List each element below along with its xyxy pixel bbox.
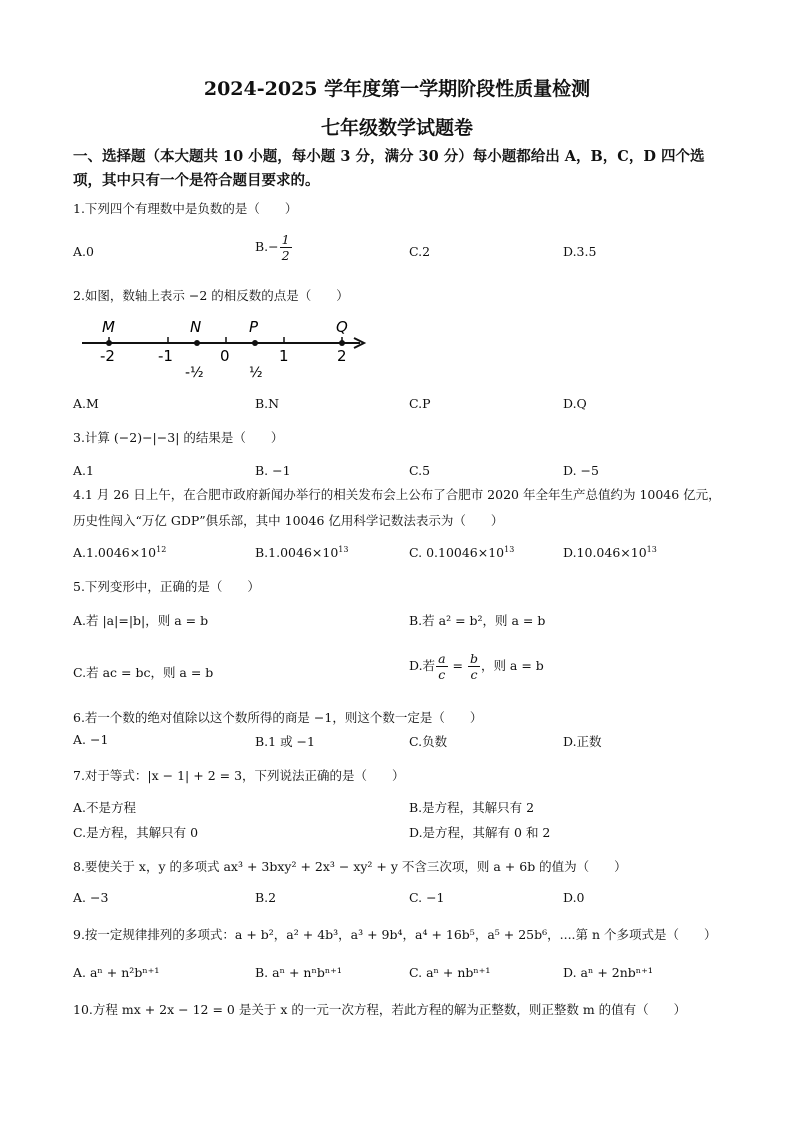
q5-option-a: A.若 |a|=|b|，则 a = b bbox=[73, 613, 209, 628]
q6-option-d: D.正数 bbox=[563, 734, 602, 749]
point-label-n: N bbox=[190, 318, 202, 336]
q5-option-c: C.若 ac = bc，则 a = b bbox=[73, 665, 214, 680]
q6-option-b: B.1 或 −1 bbox=[255, 734, 315, 749]
question-1-stem: 1.下列四个有理数中是负数的是（ ） bbox=[73, 201, 298, 216]
q9-option-c: C. aⁿ + nbⁿ⁺¹ bbox=[409, 965, 491, 980]
section-heading: 一、选择题（本大题共 10 小题，每小题 3 分，满分 30 分）每小题都给出 A，B，C，D 四个选项，其中只有一个是符合题目要求的。 bbox=[73, 148, 705, 189]
q6-option-c: C.负数 bbox=[409, 734, 448, 749]
q7-option-d: D.是方程，其解有 0 和 2 bbox=[409, 825, 551, 840]
tick-label-2: 2 bbox=[337, 347, 347, 365]
question-4-stem: 4.1 月 26 日上午，在合肥市政府新闻办举行的相关发布会上公布了合肥市 2020 年全年生产总值约为 10046 亿元，历史性闯入“万亿 GDP”俱乐部，其中 10046 亿用科学记数法表示为（ ） bbox=[73, 487, 721, 528]
q3-option-b: B. −1 bbox=[255, 463, 291, 478]
q8-option-b: B.2 bbox=[255, 890, 277, 905]
question-7-stem: 7.对于等式：|x − 1| + 2 = 3，下列说法正确的是（ ） bbox=[73, 768, 405, 783]
point-label-q: Q bbox=[336, 318, 348, 336]
point-label-p: P bbox=[249, 318, 259, 336]
q9-option-b: B. aⁿ + nⁿbⁿ⁺¹ bbox=[255, 965, 342, 980]
q1-option-d: D.3.5 bbox=[563, 244, 597, 259]
q7-option-a: A.不是方程 bbox=[73, 800, 137, 815]
question-2-stem: 2.如图，数轴上表示 −2 的相反数的点是（ ） bbox=[73, 288, 349, 303]
q8-option-d: D.0 bbox=[563, 890, 585, 905]
tick-label-half: ½ bbox=[249, 365, 263, 381]
point-p-dot bbox=[252, 340, 258, 346]
question-9-stem: 9.按一定规律排列的多项式：a + b²，a² + 4b³，a³ + 9b⁴，a⁴ + 16b⁵，a⁵ + 25b⁶，....第 n 个多项式是（ ） bbox=[73, 927, 717, 942]
q8-option-c: C. −1 bbox=[409, 890, 445, 905]
q5-d-fraction-left: $\frac{a}{c}$ bbox=[438, 651, 446, 682]
exam-title: 2024-2025 学年度第一学期阶段性质量检测 bbox=[203, 78, 591, 100]
q5-option-b: B.若 a² = b²，则 a = b bbox=[409, 613, 546, 628]
q1-b-fraction: $\frac{1}{2}$ bbox=[281, 232, 290, 263]
q3-option-c: C.5 bbox=[409, 463, 431, 478]
number-line-figure bbox=[78, 315, 378, 385]
q3-option-a: A.1 bbox=[73, 463, 94, 478]
point-n-dot bbox=[194, 340, 200, 346]
q7-option-c: C.是方程，其解只有 0 bbox=[73, 825, 199, 840]
question-10-stem: 10.方程 mx + 2x − 12 = 0 是关于 x 的一元一次方程，若此方程的解为正整数，则正整数 m 的值有（ ） bbox=[73, 1002, 687, 1017]
tick-label-1: 1 bbox=[279, 347, 289, 365]
q9-option-a: A. aⁿ + n²bⁿ⁺¹ bbox=[73, 965, 160, 980]
q4-option-b: $B.1.0046\times 10^{13}$ bbox=[255, 545, 349, 561]
q2-option-a: A.M bbox=[73, 396, 99, 411]
point-m-dot bbox=[106, 340, 112, 346]
q9-option-d: D. aⁿ + 2nbⁿ⁺¹ bbox=[563, 965, 653, 980]
tick-label-0: 0 bbox=[220, 347, 230, 365]
point-label-m: M bbox=[102, 318, 115, 336]
q4-option-d: $D.10.046\times 10^{13}$ bbox=[563, 545, 657, 561]
q5-option-d: D.若 $\frac{a}{c}$ = $\frac{b}{c}$ ，则 a = b bbox=[409, 651, 544, 682]
question-3-stem: 3.计算 (−2)−|−3| 的结果是（ ） bbox=[73, 430, 284, 445]
tick-label-neg-half: -½ bbox=[185, 365, 204, 381]
point-q-dot bbox=[339, 340, 345, 346]
q2-option-c: C.P bbox=[409, 396, 431, 411]
q2-option-b: B.N bbox=[255, 396, 280, 411]
q6-option-a: A. −1 bbox=[73, 732, 109, 747]
q8-option-a: A. −3 bbox=[73, 890, 109, 905]
q1-option-c: C.2 bbox=[409, 244, 431, 259]
q3-option-d: D. −5 bbox=[563, 463, 599, 478]
tick-label-neg1: -1 bbox=[158, 347, 173, 365]
q1-option-a: A.0 bbox=[73, 244, 94, 259]
q5-d-fraction-right: $\frac{b}{c}$ bbox=[469, 651, 478, 682]
q7-option-b: B.是方程，其解只有 2 bbox=[409, 800, 535, 815]
exam-subtitle: 七年级数学试题卷 bbox=[320, 117, 473, 139]
question-5-stem: 5.下列变形中，正确的是（ ） bbox=[73, 579, 260, 594]
q2-option-d: D.Q bbox=[563, 396, 587, 411]
q1-option-b: B.− $\frac{1}{2}$ bbox=[255, 232, 290, 263]
q4-option-a: $A.1.0046\times 10^{12}$ bbox=[73, 545, 167, 561]
question-8-stem: 8.要使关于 x，y 的多项式 ax³ + 3bxy² + 2x³ − xy² + y 不含三次项，则 a + 6b 的值为（ ） bbox=[73, 859, 627, 874]
tick-label-neg2: -2 bbox=[100, 347, 115, 365]
question-6-stem: 6.若一个数的绝对值除以这个数所得的商是 −1，则这个数一定是（ ） bbox=[73, 710, 483, 725]
q4-option-c: C. $0.10046\times 10^{13}$ bbox=[409, 545, 515, 561]
